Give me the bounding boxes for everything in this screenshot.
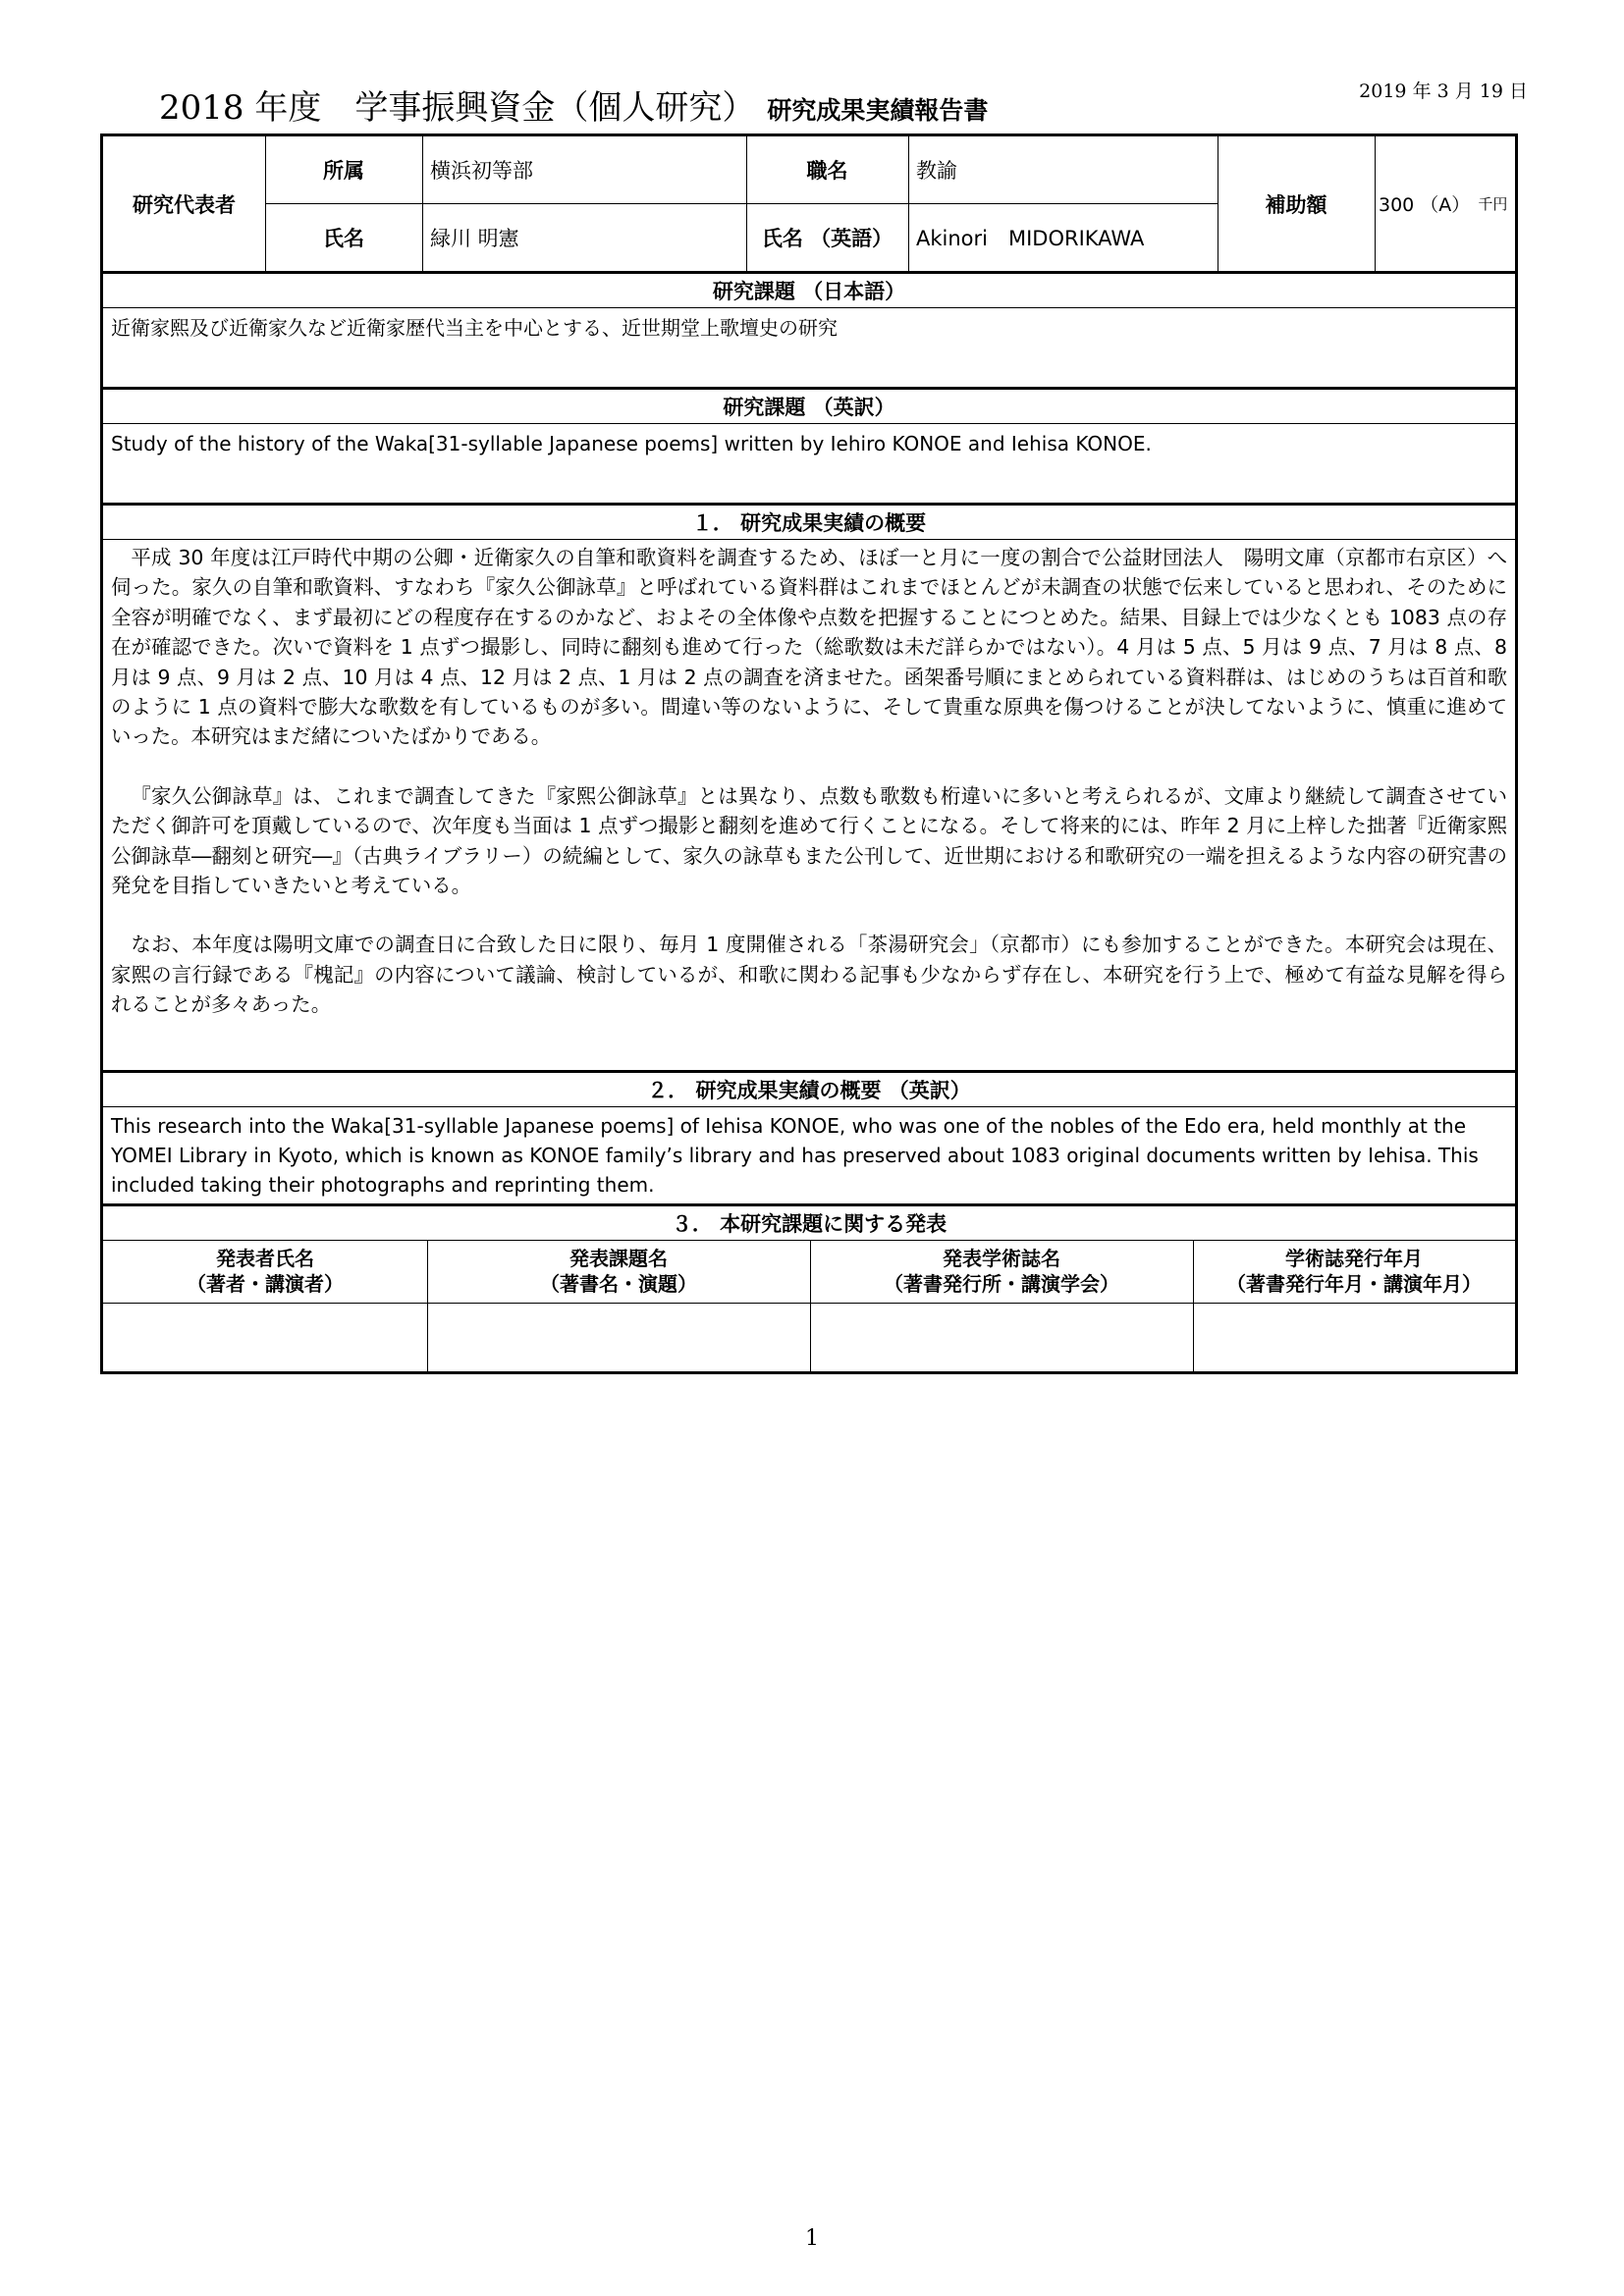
pub-row-presenter-cell bbox=[103, 1305, 427, 1371]
name-value: 緑川 明憲 bbox=[430, 226, 519, 250]
pub-col-title bbox=[427, 1242, 810, 1301]
pub-col-date-line1: 学術誌発行年月 bbox=[1285, 1247, 1423, 1270]
pub-col-journal-line2: （著書発行所・講演学会） bbox=[884, 1272, 1119, 1296]
name-en-value: Akinori MIDORIKAWA bbox=[916, 226, 1145, 250]
grant-unit: 千円 bbox=[1478, 195, 1508, 213]
name-en-label: 氏名 （英語） bbox=[761, 226, 893, 250]
report-date: 2019 年 3 月 19 日 bbox=[1359, 80, 1528, 102]
page-number: 1 bbox=[805, 2226, 819, 2251]
topic-en-heading: 研究課題 （英訳） bbox=[723, 395, 895, 419]
pub-col-date-line2: （著書発行年月・講演年月） bbox=[1226, 1272, 1482, 1296]
position-value: 教諭 bbox=[916, 159, 957, 183]
grant-label: 補助額 bbox=[1265, 192, 1327, 217]
title-sub: 研究成果実績報告書 bbox=[767, 96, 989, 125]
pub-row-date-cell bbox=[1193, 1305, 1515, 1371]
publications-heading: ３． 本研究課題に関する発表 bbox=[671, 1211, 947, 1236]
grant-amount: 300 （A） bbox=[1379, 194, 1471, 216]
report-form bbox=[100, 133, 1518, 1374]
name-label: 氏名 bbox=[323, 226, 364, 250]
pub-col-presenter bbox=[103, 1242, 427, 1301]
topic-ja-text: 近衛家熙及び近衛家久など近衛家歴代当主を中心とする、近世期堂上歌壇史の研究 bbox=[111, 316, 838, 340]
pub-col-journal bbox=[810, 1242, 1193, 1301]
pub-col-date bbox=[1193, 1242, 1515, 1301]
topic-en-text: Study of the history of the Waka[31-syllable Japanese poems] written by Iehiro KONOE and Iehisa KONOE. bbox=[111, 432, 1152, 455]
affiliation-label: 所属 bbox=[323, 159, 364, 183]
summary-en-heading: ２． 研究成果実績の概要 （英訳） bbox=[647, 1078, 971, 1102]
pub-row-title-cell bbox=[427, 1305, 810, 1371]
pub-col-presenter-line1: 発表者氏名 bbox=[216, 1247, 314, 1270]
summary-ja-heading: １． 研究成果実績の概要 bbox=[691, 510, 927, 535]
summary-ja-body bbox=[103, 541, 1515, 1069]
page-title bbox=[159, 80, 988, 129]
summary-ja-paragraph: 平成 30 年度は江戸時代中期の公卿・近衛家久の自筆和歌資料を調査するため、ほぼ一と月に一度の割合で公益財団法人 陽明文庫（京都市右京区）へ伺った。家久の自筆和歌資料、すなわち『家久公御詠草』と呼ばれている資料群はこれまでほとんどが未調査の状態で伝来していると思われ、そのために全容が明確でなく、まず最初にどの程度存在するのかなど、およその全体像や点数を把握することにつとめた。結果、目録上では少なくとも 1083 点の存在が確認できた。次いで資料を 1 点ずつ撮影し、同時に翻刻も進めて行った（総歌数は未だ詳らかではない）。4 月は 5 点、5 月は 9 点、7 月は 8 点、8 月は 9 点、9 月は 2 点、10 月は 4 点、12 月は 2 点、1 月は 2 点の調査を済ませた。函架番号順にまとめられている資料群は、はじめのうちは百首和歌のように 1 点の資料で膨大な歌数を有しているものが多い。間違い等のないように、そして貴重な原典を傷つけることが決してないように、慎重に進めていった。本研究はまだ緒についたばかりである。 bbox=[111, 546, 1507, 749]
summary-ja-paragraph: 『家久公御詠草』は、これまで調査してきた『家熙公御詠草』とは異なり、点数も歌数も桁違いに多いと考えられるが、文庫より継続して調査させていただく御許可を頂戴しているので、次年度も当面は 1 点ずつ撮影と翻刻を進めて行くことになる。そして将来的には、昨年 2 月に上梓した拙著『近衛家熙公御詠草―翻刻と研究―』（古典ライブラリー）の続編として、家久の詠草もまた公刊して、近世期における和歌研究の一端を担えるような内容の研究書の発兌を目指していきたいと考えている。 bbox=[111, 783, 1507, 898]
grant-value bbox=[1375, 136, 1515, 271]
representative-label: 研究代表者 bbox=[133, 192, 236, 217]
pub-col-journal-line1: 発表学術誌名 bbox=[943, 1247, 1060, 1270]
summary-ja-paragraph: なお、本年度は陽明文庫での調査日に合致した日に限り、毎月 1 度開催される「茶湯研究会」（京都市）にも参加することができた。本研究会は現在、家熙の言行録である『槐記』の内容について議論、検討しているが、和歌に関わる記事も少なからず存在し、本研究を行う上で、極めて有益な見解を得られることが多々あった。 bbox=[111, 933, 1507, 1017]
title-main: 2018 年度 学事振興資金（個人研究） bbox=[159, 88, 756, 128]
affiliation-value: 横浜初等部 bbox=[430, 159, 533, 183]
pub-col-title-line1: 発表課題名 bbox=[569, 1247, 668, 1270]
pub-col-title-line2: （著書名・演題） bbox=[540, 1272, 697, 1296]
position-label: 職名 bbox=[806, 159, 848, 183]
topic-ja-heading: 研究課題 （日本語） bbox=[712, 279, 906, 303]
pub-row-journal-cell bbox=[810, 1305, 1193, 1371]
pub-col-presenter-line2: （著者・講演者） bbox=[187, 1272, 344, 1296]
summary-en-body: This research into the Waka[31-syllable Japanese poems] of Iehisa KONOE, who was one of the nobles of the Edo era, held monthly at the YOMEI Library in Kyoto, which is known as KONOE family’s library and has preserved about 1083 original documents written by Iehisa. This included taking their photographs and reprinting them. bbox=[111, 1114, 1479, 1197]
